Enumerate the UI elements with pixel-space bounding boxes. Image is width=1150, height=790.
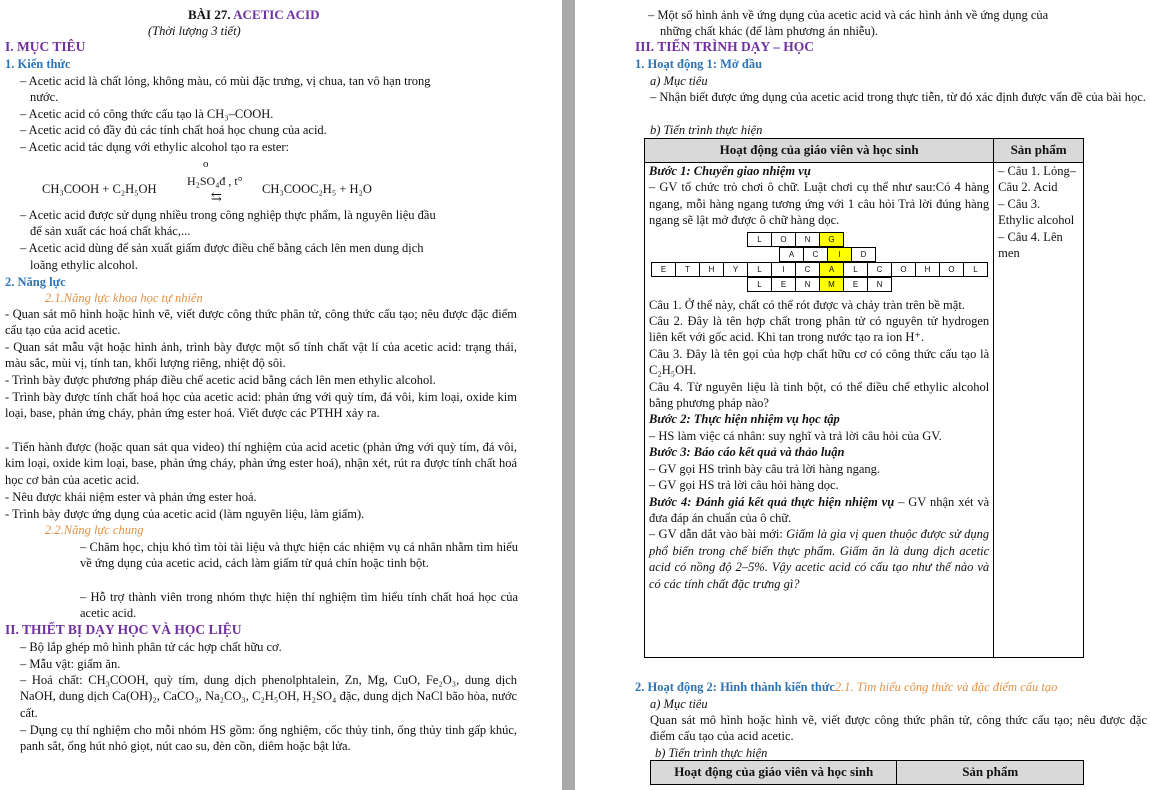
step-2-heading: Bước 2: Thực hiện nhiệm vụ học tập [649,412,840,427]
crossword-cell: N [796,232,820,246]
general-competence-item: – Hỗ trợ thành viên trong nhóm thực hiện thí nghiệm tìm hiểu tính chất hoá học của acetic acid. [80,590,518,621]
question-1: Câu 1. Ở thể này, chất có thể rót được và chảy tràn trên bề mặt. [649,297,965,312]
equilibrium-arrow-icon: ⇆ [211,189,222,204]
knowledge-item: – Acetic acid tác dụng với ethylic alcohol tạo ra ester: [20,140,290,154]
activity-2-subheading: 2.1. Tìm hiểu công thức và đặc điểm cấu tạo [834,680,1058,694]
crossword-cell: E [652,262,676,276]
equation-products: CH₃COOC₂H₅ + H₂O [262,182,372,196]
general-competence-item: – Chăm học, chịu khó tìm tòi tài liệu và thực hiện các nhiệm vụ cá nhân nhằm tìm hiểu về ứng dụng của acetic acid, cách làm giấm từ quả chín hoặc tinh bột. [80,540,518,571]
equipment-item: – Một số hình ảnh về ứng dụng của acetic acid và các hình ảnh về ứng dụng của [648,8,1049,22]
crossword-puzzle [649,229,989,295]
step-3-heading: Bước 3: Báo cáo kết quả và thảo luận [649,445,845,460]
crossword-cell: E [772,277,796,291]
crossword-cell: T [676,262,700,276]
equipment-item: – Mẫu vật: giấm ăn. [20,657,121,671]
section-heading-objectives: I. MỤC TIÊU [5,39,86,54]
product-answer: – Câu 3. Ethylic alcohol [998,196,1075,228]
crossword-cell: H [700,262,724,276]
activity-1-table [644,138,1084,658]
activity-2-heading: 2. Hoạt động 2: Hình thành kiến thức [635,680,835,694]
knowledge-item: – Acetic acid có đầy đủ các tính chất hoá học chung của acid. [20,123,327,137]
crossword-cell: D [852,247,876,261]
activity-2-heading-line [635,679,1057,695]
step-4-text: – GV nhận xét và đưa đáp án chuẩn của ô chữ. [649,494,990,525]
equipment-item: – Dụng cụ thí nghiệm cho mỗi nhóm HS gồm: ống nghiệm, cốc thủy tinh, ống thủy tinh gấp khúc, panh sắt, ống hút nhỏ giọt, nút cao su, đèn cồn, diêm hoặc bật lửa. [20,723,517,754]
crossword-cell: I [772,262,796,276]
crossword-cell: H [916,262,940,276]
objective-text: Quan sát mô hình hoặc hình vẽ, viết được công thức phân tử, công thức cấu tạo; nêu được đặc điểm cấu tạo của acid acetic. [650,713,1147,744]
crossword-cell: L [748,277,772,291]
procedure-label: b) Tiến trình thực hiện [655,746,768,760]
document-page-1 [0,0,562,790]
lesson-number: BÀI 27. [188,7,231,22]
procedure-label: b) Tiến trình thực hiện [650,123,763,137]
step-4-lead-label: – GV dẫn dắt vào bài mới: [649,527,787,542]
crossword-cell: O [892,262,916,276]
step-4-paragraph [649,494,989,527]
crossword-row-3 [651,262,988,277]
objective-label: a) Mục tiêu [650,697,708,711]
step-4-heading: Bước 4: Đánh giá kết quả thực hiện nhiệm vụ [649,494,895,509]
equipment-item: – Hoá chất: CH₃COOH, quỳ tím, dung dịch phenolphtalein, Zn, Mg, CuO, Fe₂O₃, dung dịch NaOH, dung dịch Ca(OH)₂, CaCO₃, Na₂CO₃, C₂H₅OH, H₂SO₄ đặc, dung dịch NaCl bão hòa, nước cất. [20,673,517,720]
crossword-key-cell: G [820,232,844,246]
crossword-cell: O [772,232,796,246]
objective-label: a) Mục tiêu [650,74,708,88]
knowledge-item: – Acetic acid là chất lỏng, không màu, có mùi đặc trưng, vị chua, tan vô hạn trong [20,74,431,88]
step-2-text: – HS làm việc cá nhân: suy nghĩ và trả lời câu hỏi của GV. [649,428,942,443]
column-header-activity: Hoạt động của giáo viên và học sinh [645,139,994,163]
question-3: Câu 3. Đây là tên gọi của hợp chất hữu cơ có công thức cấu tạo là C₂H₅OH. [649,346,990,378]
activity-cell [645,163,994,658]
competence-item: - Quan sát mẫu vật hoặc hình ảnh, trình bày được một số tính chất vật lí của acetic acid: trạng thái, màu sắc, mùi vị, tính tan, khối lượng riêng, nhiệt độ sôi. [5,340,517,371]
competence-item: - Quan sát mô hình hoặc hình vẽ, viết được công thức phân tử, công thức cấu tạo; nêu được đặc điểm cấu tạo của acid acetic. [5,307,517,338]
equation-double-bond-o: o [203,158,209,170]
table-header-row [645,139,1084,163]
crossword-row-1 [747,232,844,247]
section-heading-equipment: II. THIẾT BỊ DẠY HỌC VÀ HỌC LIỆU [5,622,242,637]
crossword-cell: L [748,262,772,276]
column-header-activity: Hoạt động của giáo viên và học sinh [651,761,897,785]
question-4: Câu 4. Từ nguyên liệu là tinh bột, có thể điều chế ethylic alcohol bằng phương pháp nào? [649,379,990,411]
subheading-general-competence: 2.2.Năng lực chung [45,523,144,537]
knowledge-item-cont: loãng ethylic alcohol. [30,258,138,272]
competence-item: - Trình bày được tính chất hoá học của acetic acid: phản ứng với quỳ tím, đá vôi, kim loại, oxide kim loại, base, phản ứng cháy, phản ứng ester hoá. Viết được các PTHH xảy ra. [5,390,517,421]
objective-text: – Nhận biết được ứng dụng của acetic acid trong thực tiễn, từ đó xác định được vấn đề của bài học. [650,90,1146,104]
subheading-knowledge: 1. Kiến thức [5,57,71,71]
competence-item: - Tiến hành được (hoặc quan sát qua video) thí nghiệm của acid acetic (phản ứng với quỳ tím, đá vôi, kim loại, oxide kim loại, base, phản ứng cháy, phản ứng ester hoá), nhận xét, rút ra được tính chất hoá học cơ bản của acetic acid. [5,440,517,487]
activity-1-heading: 1. Hoạt động 1: Mở đầu [635,57,763,71]
crossword-cell: O [940,262,964,276]
step-3-item: – GV gọi HS trình bày câu trả lời hàng ngang. [649,461,880,476]
question-2: Câu 2. Đây là tên hợp chất trong phân tử có nguyên tử hydrogen liên kết với gốc acid. Khi tan trong nước tạo ra ion H⁺. [649,314,990,345]
crossword-cell: A [780,247,804,261]
crossword-cell: L [964,262,988,276]
column-header-product: Sản phẩm [994,139,1084,163]
step-1-text: – GV tổ chức trò chơi ô chữ. Luật chơi cụ thể như sau:Có 4 hàng ngang, mỗi hàng ngang tương ứng với 1 câu hỏi Trả lời đúng hàng ngang sẽ lật mở được ô chữ hàng dọc. [649,180,990,228]
step-3-item: – GV gọi HS trả lời câu hỏi hàng dọc. [649,478,839,493]
knowledge-item: – Acetic acid dùng để sản xuất giấm được điều chế bằng cách lên men dung dịch [20,241,424,255]
subheading-competence: 2. Năng lực [5,275,66,289]
knowledge-item: – Acetic acid được sử dụng nhiều trong công nghiệp thực phẩm, là nguyên liệu đầu [20,208,436,222]
competence-item: - Nêu được khái niệm ester và phản ứng ester hoá. [5,490,257,504]
crossword-row-2 [779,247,876,262]
equation-reactants: CH₃COOH + C₂H₅OH [42,182,157,196]
crossword-cell: L [844,262,868,276]
crossword-cell: E [844,277,868,291]
crossword-key-cell: A [820,262,844,276]
table-header-row [651,761,1084,785]
crossword-key-cell: M [820,277,844,291]
duration-note: (Thời lượng 3 tiết) [148,24,241,38]
equipment-item: – Bộ lắp ghép mô hình phân tử các hợp chất hữu cơ. [20,640,282,654]
crossword-row-4 [747,277,892,292]
step-4-lead-in [649,526,989,592]
product-answer: – Câu 1. Lỏng– Câu 2. Acid [998,164,1076,195]
crossword-cell: L [748,232,772,246]
activity-2-table-header [650,760,1084,785]
section-heading-procedure: III. TIẾN TRÌNH DẠY – HỌC [635,39,815,54]
lesson-name: ACETIC ACID [233,7,320,22]
equipment-item-cont: những chất khác (để làm phương án nhiễu). [660,24,879,38]
knowledge-item-cont: nước. [30,90,59,104]
knowledge-item-cont: để sản xuất các hoá chất khác,... [30,224,191,238]
table-row [645,163,1084,658]
document-page-2 [575,0,1150,790]
equation-condition: H₂SO₄đ , t° [187,174,243,188]
product-cell [994,163,1084,658]
product-answer: – Câu 4. Lên men [998,229,1063,261]
competence-item: - Trình bày được phương pháp điều chế acetic acid bằng cách lên men ethylic alcohol. [5,373,436,387]
crossword-key-cell: I [828,247,852,261]
crossword-cell: C [868,262,892,276]
step-1-heading: Bước 1: Chuyển giao nhiệm vụ [649,164,811,178]
lesson-title [188,7,320,23]
competence-item: - Trình bày được ứng dụng của acetic acid (làm nguyên liệu, làm giấm). [5,507,365,521]
crossword-cell: Y [724,262,748,276]
subheading-science-competence: 2.1.Năng lực khoa học tự nhiên [45,291,203,305]
step-4-lead-text: Giấm là gia vị quen thuộc được sử dụng phổ biến trong chế biến thực phẩm. Giấm ăn là dung dịch acetic acid có nồng độ 2–5%. Vậy acetic acid có cấu tạo như thế nào và có các tính chất đặc trưng gì? [649,527,990,591]
crossword-cell: C [804,247,828,261]
knowledge-item: – Acetic acid có công thức cấu tạo là CH₃–COOH. [20,107,274,121]
crossword-cell: N [796,277,820,291]
crossword-cell: N [868,277,892,291]
column-header-product: Sản phẩm [897,761,1084,785]
crossword-cell: C [796,262,820,276]
